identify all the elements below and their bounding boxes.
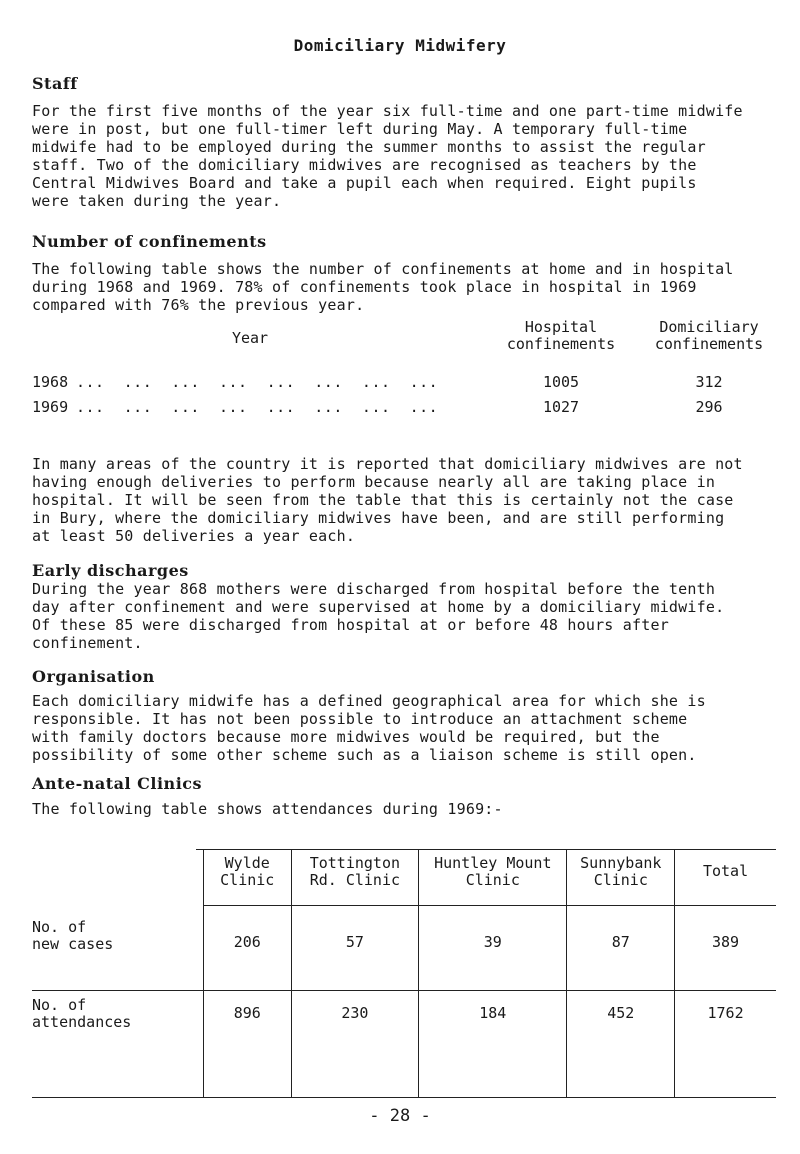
table-cell: 896 [203, 990, 291, 1097]
table-cell: 206 [203, 905, 291, 990]
table-header-row [32, 849, 776, 905]
row-year: 1968 [32, 373, 69, 391]
heading-antenatal-clinics: Ante-natal Clinics [32, 774, 203, 793]
row-year: 1969 [32, 398, 69, 416]
header-domiciliary-confinements: Domiciliary confinements [654, 318, 764, 353]
header-wylde-clinic: Wylde Clinic [203, 849, 291, 905]
header-year: Year [231, 329, 269, 347]
table-cell: 1762 [675, 990, 776, 1097]
header-hospital-confinements: Hospital confinements [506, 318, 616, 353]
page-number: - 28 - [369, 1106, 431, 1126]
header-sunnybank-clinic: Sunnybank Clinic [567, 849, 675, 905]
domiciliary-value: 296 [695, 398, 723, 416]
header-empty [32, 849, 203, 905]
table-cell: 452 [567, 990, 675, 1097]
table-row [32, 905, 776, 990]
paragraph-antenatal: The following table shows attendances during 1969:- [32, 800, 503, 818]
paragraph-deliveries: In many areas of the country it is reported that domiciliary midwives are not having enough deliveries to perform because nearly all are taking place in hospital. It will be seen from the table that this is certainly not the case in Bury, where the domiciliary midwives have been, and are still performing at least 50 deliveries a year each. [32, 455, 743, 545]
table-cell: 230 [291, 990, 418, 1097]
header-total: Total [675, 849, 776, 905]
hospital-value: 1027 [542, 398, 580, 416]
row-label-attendances: No. of attendances [32, 990, 203, 1097]
table-row [32, 990, 776, 1097]
heading-confinements: Number of confinements [32, 232, 267, 251]
paragraph-early-discharges: During the year 868 mothers were discharged from hospital before the tenth day after confinement and were supervised at home by a domiciliary midwife. Of these 85 were discharged from hospital at or before 48 hours after confinement. [32, 580, 725, 652]
header-tottington-clinic: Tottington Rd. Clinic [291, 849, 418, 905]
table-cell: 39 [419, 905, 567, 990]
attendance-table [32, 849, 776, 1098]
heading-early-discharges: Early discharges [32, 561, 189, 580]
domiciliary-value: 312 [695, 373, 723, 391]
heading-staff: Staff [32, 74, 78, 93]
leader-dots: ... ... ... ... ... ... ... ... [76, 398, 439, 416]
paragraph-staff: For the first five months of the year six full-time and one part-time midwife were in post, but one full-timer left during May. A temporary full-time midwife had to be employed during the summer months to assist the regular staff. Two of the domiciliary midwives are recognised as teachers by the Central Midwives Board and take a pupil each when required. Eight pupils were taken during the year. [32, 102, 743, 210]
header-huntley-mount-clinic: Huntley Mount Clinic [419, 849, 567, 905]
row-label-new-cases: No. of new cases [32, 905, 203, 990]
hospital-value: 1005 [542, 373, 580, 391]
leader-dots: ... ... ... ... ... ... ... ... [76, 373, 439, 391]
table-cell: 389 [675, 905, 776, 990]
paragraph-confinements: The following table shows the number of confinements at home and in hospital during 1968 and 1969. 78% of confinements took place in hospital in 1969 compared with 76% the previous year. [32, 260, 734, 314]
heading-organisation: Organisation [32, 667, 155, 686]
table-cell: 57 [291, 905, 418, 990]
table-cell: 87 [567, 905, 675, 990]
table-cell: 184 [419, 990, 567, 1097]
page-title: Domiciliary Midwifery [293, 36, 507, 55]
paragraph-organisation: Each domiciliary midwife has a defined geographical area for which she is responsible. It has not been possible to introduce an attachment scheme with family doctors because more midwives would be required, but the possibility of some other scheme such as a liaison scheme is still open. [32, 692, 706, 764]
